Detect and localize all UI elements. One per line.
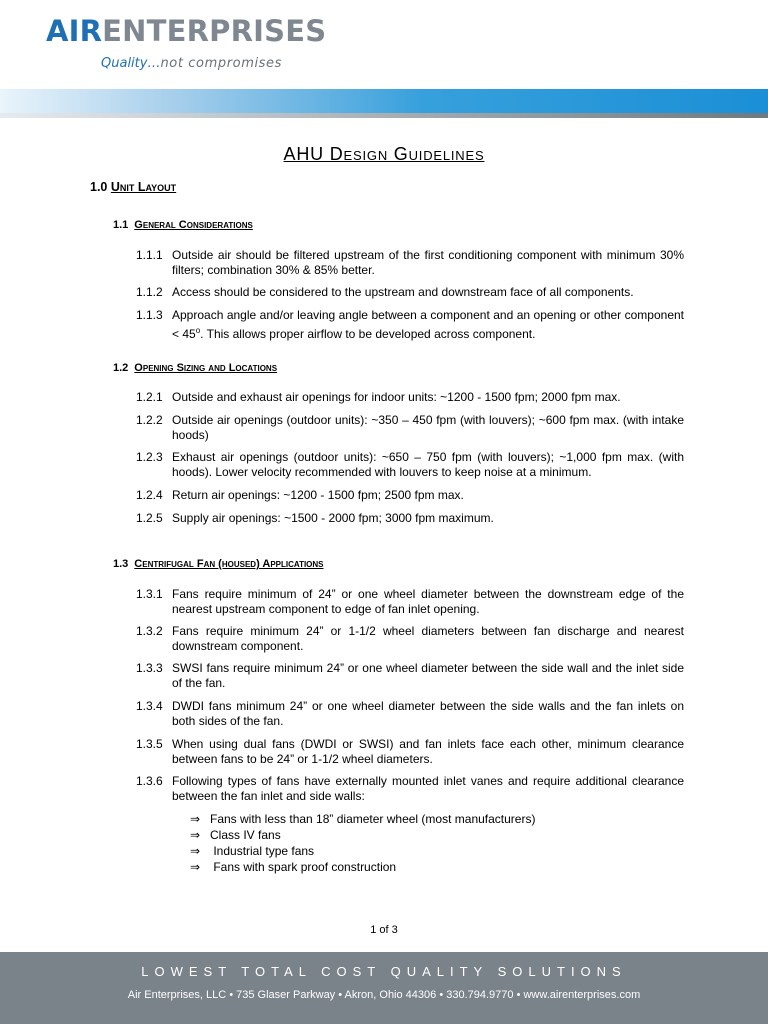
bullet-text: Industrial type fans (210, 844, 315, 858)
item-number: 1.2.1 (136, 390, 163, 404)
double-arrow-icon: ⇒ (190, 828, 201, 842)
section-number: 1.0 (90, 180, 108, 194)
bullet-item (190, 828, 281, 843)
item-text: DWDI fans minimum 24” or one wheel diameter between the side walls and the fan inlets on both sides of the fan. (172, 699, 684, 728)
item-number: 1.1.2 (136, 285, 163, 299)
logo-air: AIR (46, 14, 103, 48)
item-text: Outside air should be filtered upstream of the first conditioning component with minimum 30% filters; combination 30% & 85% better. (172, 248, 684, 277)
footer-bar (0, 952, 768, 1024)
degree-superscript: o (195, 326, 201, 335)
list-item-1-3-2 (136, 624, 684, 654)
item-number: 1.1.1 (136, 248, 163, 262)
list-item-1-1-1 (136, 248, 684, 278)
item-number: 1.1.3 (136, 308, 163, 322)
item-text: Following types of fans have externally mounted inlet vanes and require additional clearance between the fan inlet and side walls: (172, 774, 684, 803)
item-number: 1.2.5 (136, 511, 163, 525)
subsection-title: Centrifugal Fan (housed) Applications (134, 558, 324, 570)
item-text: Fans require minimum of 24” or one wheel diameter between the downstream edge of the nearest upstream component to edge of fan inlet opening. (172, 587, 684, 616)
item-text: Fans require minimum 24” or 1-1/2 wheel diameters between fan discharge and nearest downstream component. (172, 624, 684, 653)
item-text (172, 308, 684, 342)
item-text-part-a: Approach angle and/or leaving angle between a component and an opening or other component < 45 (172, 308, 684, 341)
item-text: Access should be considered to the upstream and downstream face of all components. (172, 285, 634, 299)
list-item-1-3-1 (136, 587, 684, 617)
logo-enterprises: ENTERPRISES (102, 14, 327, 48)
list-item-1-1-3 (136, 308, 684, 342)
list-item-1-3-5 (136, 737, 684, 767)
tagline (101, 56, 282, 71)
bullet-text: Fans with less than 18” diameter wheel (most manufacturers) (210, 812, 536, 826)
list-item-1-3-4 (136, 699, 684, 729)
list-item-1-3-3 (136, 661, 684, 691)
item-text: Outside air openings (outdoor units): ~350 – 450 fpm (with louvers); ~600 fpm max. (with intake hoods) (172, 413, 684, 442)
document-title-wrap (0, 144, 768, 165)
item-number: 1.3.4 (136, 699, 163, 713)
list-item-1-3-6 (136, 774, 684, 804)
bullet-item (190, 812, 535, 827)
item-text: When using dual fans (DWDI or SWSI) and fan inlets face each other, minimum clearance between fans to be 24” or 1-1/2 wheel diameters. (172, 737, 684, 766)
header-gray-line (0, 113, 768, 118)
item-number: 1.2.4 (136, 488, 163, 502)
double-arrow-icon: ⇒ (190, 812, 201, 826)
subsection-heading-1-3 (113, 558, 324, 570)
bullet-text: Class IV fans (210, 828, 281, 842)
bullet-item (190, 860, 396, 875)
list-item-1-2-5 (136, 511, 684, 526)
item-text: Supply air openings: ~1500 - 2000 fpm; 3000 fpm maximum. (172, 511, 494, 525)
item-number: 1.3.5 (136, 737, 163, 751)
section-title: Unit Layout (110, 180, 177, 194)
item-number: 1.2.3 (136, 450, 163, 464)
bullet-item (190, 844, 314, 859)
list-item-1-2-3 (136, 450, 684, 480)
double-arrow-icon: ⇒ (190, 844, 201, 858)
subsection-title: Opening Sizing and Locations (134, 362, 278, 374)
header-blue-band (0, 89, 768, 113)
subsection-number: 1.1 (113, 219, 129, 231)
subsection-heading-1-1 (113, 219, 253, 231)
tagline-rest: not compromises (160, 56, 283, 71)
subsection-number: 1.2 (113, 362, 129, 374)
list-item-1-2-1 (136, 390, 684, 405)
footer-address: Air Enterprises, LLC • 735 Glaser Parkway • Akron, Ohio 44306 • 330.794.9770 • www.airenterprises.com (127, 989, 641, 1001)
page-number: 1 of 3 (370, 924, 398, 936)
item-text: Outside and exhaust air openings for indoor units: ~1200 - 1500 fpm; 2000 fpm max. (172, 390, 621, 404)
document-title: AHU Design Guidelines (283, 144, 485, 164)
list-item-1-2-2 (136, 413, 684, 443)
item-text: Return air openings: ~1200 - 1500 fpm; 2500 fpm max. (172, 488, 464, 502)
item-text: SWSI fans require minimum 24” or one wheel diameter between the side wall and the inlet side of the fan. (172, 661, 684, 690)
section-heading-1-0 (90, 180, 176, 194)
tagline-quality: Quality… (101, 56, 161, 71)
item-number: 1.2.2 (136, 413, 163, 427)
item-text-part-b: . This allows proper airflow to be developed across component. (200, 327, 536, 341)
item-number: 1.3.2 (136, 624, 163, 638)
footer-slogan: LOWEST TOTAL COST QUALITY SOLUTIONS (141, 964, 627, 979)
bullet-text: Fans with spark proof construction (210, 860, 397, 874)
list-item-1-2-4 (136, 488, 684, 503)
subsection-title: General Considerations (134, 219, 253, 231)
item-number: 1.3.3 (136, 661, 163, 675)
double-arrow-icon: ⇒ (190, 860, 201, 874)
subsection-number: 1.3 (113, 558, 129, 570)
list-item-1-1-2 (136, 285, 684, 300)
item-number: 1.3.1 (136, 587, 163, 601)
subsection-heading-1-2 (113, 362, 277, 374)
item-number: 1.3.6 (136, 774, 163, 788)
company-logo (46, 14, 326, 48)
item-text: Exhaust air openings (outdoor units): ~650 – 750 fpm (with louvers); ~1,000 fpm max. (with hoods). Lower velocity recommended with louvers to keep noise at a minimum. (172, 450, 684, 479)
